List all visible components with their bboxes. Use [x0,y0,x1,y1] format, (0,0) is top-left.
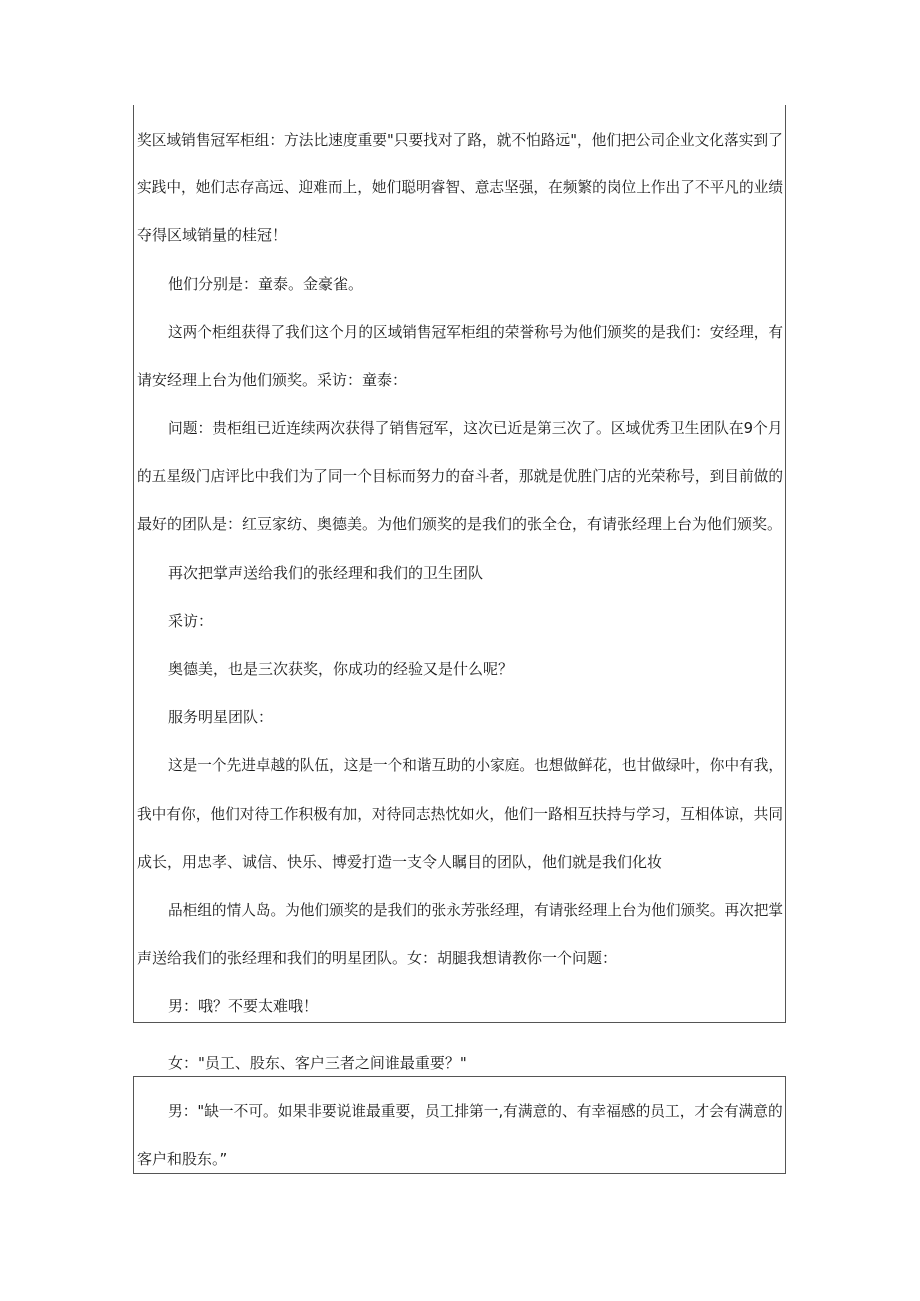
content-frame-bottom [133,1076,786,1174]
paragraph-line: 实践中，她们志存高远、迎难而上，她们聪明睿智、意志坚强，在频繁的岗位上作出了不平凡的业绩 [137,178,784,196]
paragraph-line: 男："缺一不可。如果非要说谁最重要，员工排第一,有满意的、有幸福感的员工，才会有满意的 [168,1102,783,1120]
paragraph-line: 品柜组的情人岛。为他们颁奖的是我们的张永芳张经理，有请张经理上台为他们颁奖。再次把掌 [168,901,784,919]
paragraph-line: 奥德美，也是三次获奖，你成功的经验又是什么呢？ [168,660,514,678]
paragraph-line: 他们分别是：童泰。金豪雀。 [168,275,364,293]
paragraph-line: 再次把掌声送给我们的张经理和我们的卫生团队 [168,564,484,582]
paragraph-line: 服务明星团队： [168,708,274,726]
paragraph-line: 的五星级门店评比中我们为了同一个目标而努力的奋斗者，那就是优胜门店的光荣称号，到目前做的 [137,467,784,485]
paragraph-line: 客户和股东。” [137,1150,228,1168]
paragraph-line: 夺得区域销量的桂冠！ [137,226,288,244]
paragraph-line: 这两个柜组获得了我们这个月的区域销售冠军柜组的荣誉称号为他们颁奖的是我们：安经理，有 [168,323,784,341]
paragraph-line: 这是一个先进卓越的队伍，这是一个和谐互助的小家庭。也想做鲜花，也甘做绿叶，你中有我， [168,756,784,774]
paragraph-line: 成长，用忠孝、诚信、快乐、博爱打造一支令人瞩目的团队，他们就是我们化妆 [137,853,663,871]
paragraph-line: 声送给我们的张经理和我们的明星团队。女：胡腿我想请教你一个问题： [137,949,618,967]
paragraph-line: 问题：贵柜组已近连续两次获得了销售冠军，这次已近是第三次了。区域优秀卫生团队在9个月 [168,419,783,437]
paragraph-line: 采访： [168,612,214,630]
paragraph-line: 请安经理上台为他们颁奖。采访：童泰： [137,371,408,389]
paragraph-line: 女："员工、股东、客户三者之间谁最重要？" [168,1054,467,1072]
paragraph-line: 我中有你，他们对待工作积极有加，对待同志热忱如火，他们一路相互扶持与学习，互相体谅，共同 [137,805,784,823]
paragraph-line: 最好的团队是：红豆家纺、奥德美。为他们颁奖的是我们的张全仓，有请张经理上台为他们颁奖。 [137,515,783,533]
paragraph-line: 奖区域销售冠军柜组：方法比速度重要"只要找对了路，就不怕路远"，他们把公司企业文化落实到了 [137,131,783,149]
paragraph-line: 男：哦？不要太难哦！ [168,997,319,1015]
